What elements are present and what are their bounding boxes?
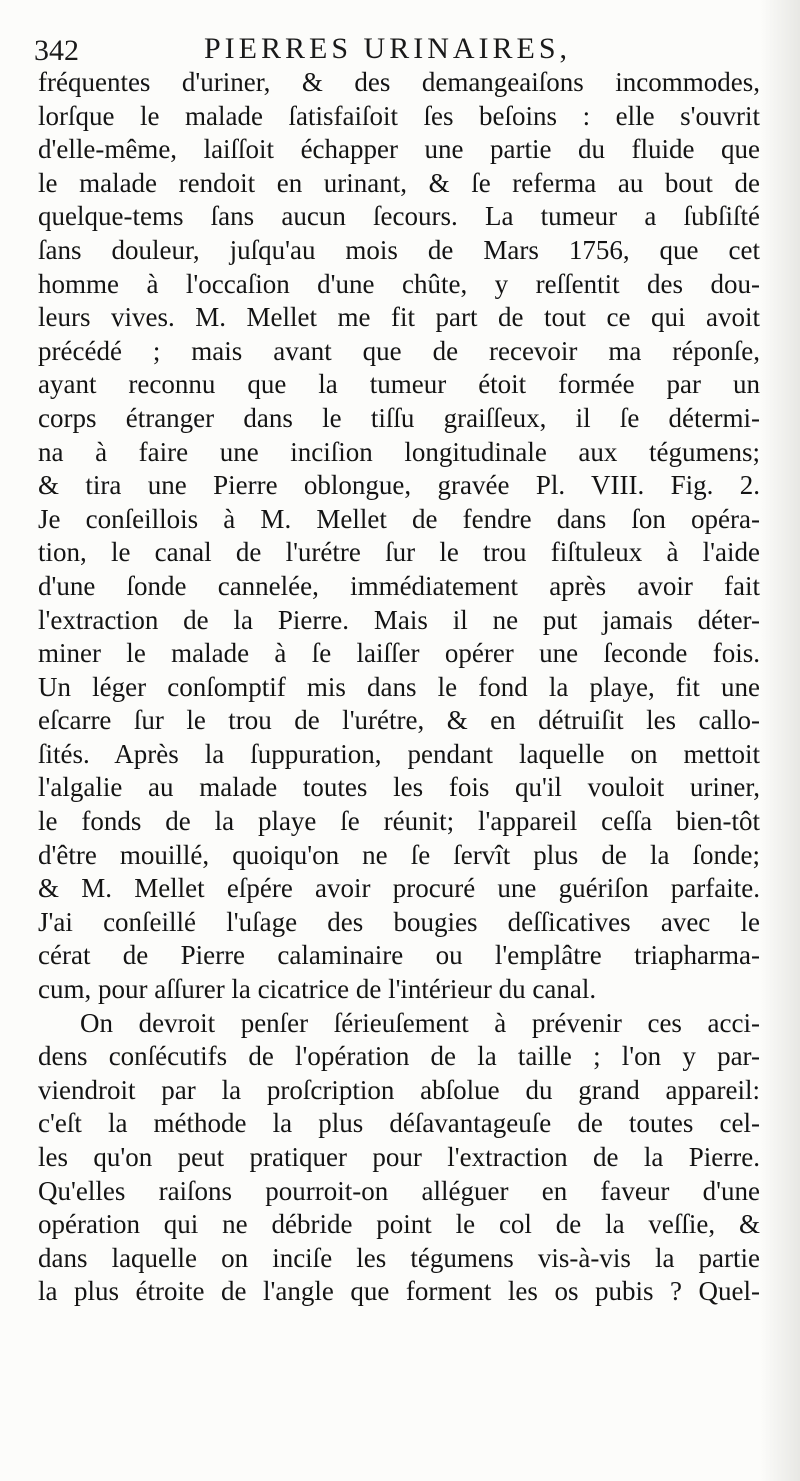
text-line: homme à l'occaſion d'une chûte, y reſſentit des dou-: [38, 268, 760, 299]
body-text: [38, 66, 760, 1309]
text-line: quelque-tems ſans aucun ſecours. La tumeur a ſubſiſté: [38, 201, 760, 232]
page-header: [34, 26, 774, 70]
text-line: & M. Mellet eſpére avoir procuré une guériſon parfaite.: [38, 873, 760, 904]
text-line: l'algalie au malade toutes les fois qu'il vouloit uriner,: [38, 772, 760, 803]
text-line: Je conſeillois à M. Mellet de fendre dans ſon opéra-: [38, 503, 760, 534]
text-line: d'être mouillé, quoiqu'on ne ſe ſervît plus de la ſonde;: [38, 839, 760, 870]
text-line: J'ai conſeillé l'uſage des bougies deſſicatives avec le: [38, 906, 760, 937]
paragraph-end-line: cum, pour aſſurer la cicatrice de l'intérieur du canal.: [38, 974, 597, 1005]
text-line: ſans douleur, juſqu'au mois de Mars 1756, que cet: [38, 234, 760, 265]
text-line: viendroit par la proſcription abſolue du grand appareil:: [38, 1074, 760, 1105]
text-line: Qu'elles raiſons pourroit-on alléguer en faveur d'une: [38, 1175, 760, 1206]
text-line: dans laquelle on inciſe les tégumens vis-à-vis la partie: [38, 1242, 760, 1273]
text-line: Un léger conſomptif mis dans le fond la playe, fit une: [38, 671, 760, 702]
text-line: la plus étroite de l'angle que forment les os pubis ? Quel-: [38, 1276, 760, 1307]
text-line: na à faire une inciſion longitudinale aux tégumens;: [38, 436, 760, 467]
text-line: eſcarre ſur le trou de l'urétre, & en détruiſit les callo-: [38, 705, 760, 736]
text-line: l'extraction de la Pierre. Mais il ne put jamais déter-: [38, 604, 760, 635]
text-line: le fonds de la playe ſe réunit; l'appareil ceſſa bien-tôt: [38, 806, 760, 837]
text-line: corps étranger dans le tiſſu graiſſeux, il ſe détermi-: [38, 402, 760, 433]
text-line: les qu'on peut pratiquer pour l'extraction de la Pierre.: [38, 1142, 760, 1172]
page-edge-shadow: [760, 0, 800, 1481]
text-line: tion, le canal de l'urétre ſur le trou fiſtuleux à l'aide: [38, 537, 760, 568]
running-head: PIERRES URINAIRES,: [204, 32, 572, 65]
text-line: ſités. Après la ſuppuration, pendant laquelle on mettoit: [38, 738, 760, 769]
text-line: opération qui ne débride point le col de la veſſie, &: [38, 1209, 760, 1240]
text-line: miner le malade à ſe laiſſer opérer une ſeconde fois.: [38, 638, 760, 669]
text-line: lorſque le malade ſatisfaiſoit ſes beſoins : elle s'ouvrit: [38, 100, 760, 131]
text-line: c'eſt la méthode la plus déſavantageuſe de toutes cel-: [38, 1108, 760, 1139]
text-line: précédé ; mais avant que de recevoir ma réponſe,: [38, 335, 760, 366]
text-line: fréquentes d'uriner, & des demangeaiſons incommodes,: [38, 67, 760, 97]
text-line: d'une ſonde cannelée, immédiatement après avoir fait: [38, 570, 760, 601]
text-line: ayant reconnu que la tumeur étoit formée par un: [38, 369, 760, 400]
page-number: 342: [34, 34, 79, 67]
text-line: leurs vives. M. Mellet me fit part de tout ce qui avoit: [38, 302, 760, 333]
text-line: le malade rendoit en urinant, & ſe referma au bout de: [38, 167, 760, 198]
text-line: & tira une Pierre oblongue, gravée Pl. VIII. Fig. 2.: [38, 470, 760, 501]
text-line: cérat de Pierre calaminaire ou l'emplâtre triapharma-: [38, 940, 760, 971]
text-line: d'elle-même, laiſſoit échapper une partie du fluide que: [38, 134, 760, 165]
paragraph-start-line: On devroit penſer ſérieuſement à prévenir ces acci-: [80, 1007, 760, 1038]
text-line: dens conſécutifs de l'opération de la taille ; l'on y par-: [38, 1041, 760, 1072]
